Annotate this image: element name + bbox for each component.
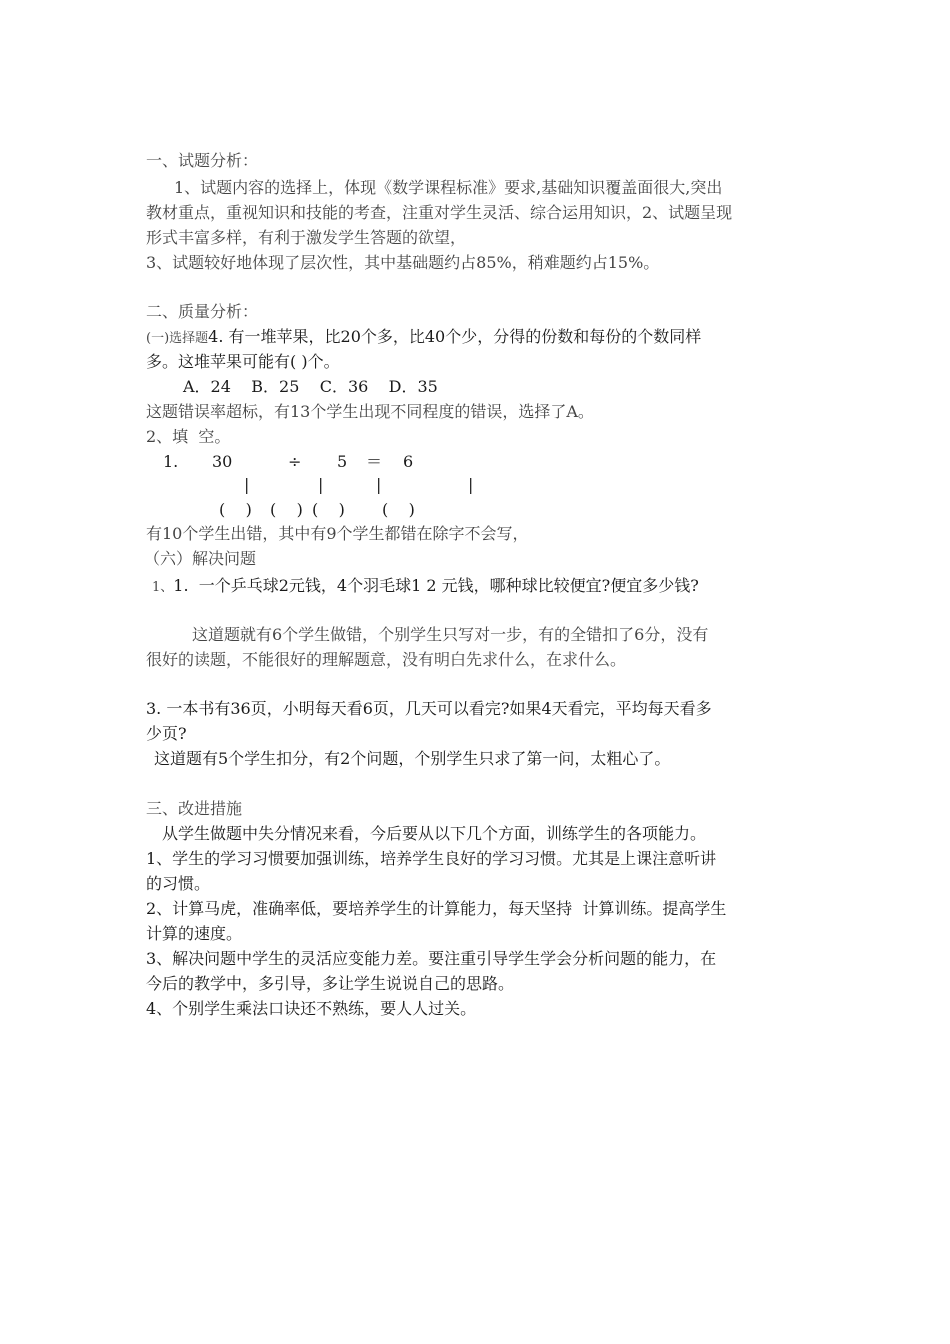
fill-q1-blank-1: ( ) — [219, 500, 252, 519]
measure-1-line2: 的习惯。 — [146, 874, 211, 893]
solve-q3-line1: 3. 一本书有36页，小明每天看6页，几天可以看完?如果4天看完，平均每天看多 — [146, 699, 712, 718]
q4-text-line1: 4. 有一堆苹果，比20个多，比40个少，分得的份数和每份的个数同样 — [208, 327, 702, 346]
measure-3-line1: 3、解决问题中学生的灵活应变能力差。要注重引导学生学会分析问题的能力，在 — [146, 949, 717, 968]
fill-q1-number: 1. — [163, 452, 179, 471]
solve-q3-line2: 少页? — [146, 724, 187, 743]
solve-q1-text: 1. 一个乒乓球2元钱，4个羽毛球1 2 元钱，哪种球比较便宜?便宜多少钱? — [173, 576, 699, 595]
q4-prefix: (一)选择题 — [146, 331, 209, 346]
section1-heading: 一、试题分析： — [146, 151, 259, 170]
q4-line1 — [146, 326, 816, 348]
solve-q1-analysis-line1: 这道题就有6个学生做错，个别学生只写对一步，有的全错扣了6分，没有 — [192, 625, 709, 644]
section1-p2: 3、试题较好地体现了层次性，其中基础题约占85%，稍难题约占15%。 — [146, 253, 660, 272]
q4-line2: 多。这堆苹果可能有( )个。 — [146, 352, 340, 371]
solve-q1-prefix: 1、 — [152, 580, 174, 595]
fill-q1-blank-2: ( ) — [270, 500, 303, 519]
q4-options: A．24 B．25 C．36 D．35 — [183, 377, 438, 396]
section1-p1-line1: 1、试题内容的选择上，体现《数学课程标准》要求,基础知识覆盖面很大,突出 — [174, 178, 723, 197]
fill-q1-bar-3: | — [376, 475, 382, 494]
q4-analysis: 这题错误率超标，有13个学生出现不同程度的错误，选择了A。 — [146, 402, 594, 421]
section1-p1-line2: 教材重点，重视知识和技能的考查，注重对学生灵活、综合运用知识，2、试题呈现 — [146, 203, 733, 222]
fill-q1-blank-4: ( ) — [382, 500, 415, 519]
fill-q1-divisor: 5 — [337, 452, 348, 471]
fill-q1-dividend: 30 — [212, 452, 233, 471]
fill-q1-quotient: 6 — [403, 452, 414, 471]
fill-q1-divide-sign: ÷ — [288, 452, 302, 471]
section3-heading: 三、改进措施 — [146, 799, 243, 818]
solve-q3-analysis: 这道题有5个学生扣分，有2个问题，个别学生只求了第一问，太粗心了。 — [154, 749, 671, 768]
fill-q1-blank-3: ( ) — [312, 500, 345, 519]
measure-4: 4、个别学生乘法口诀还不熟练，要人人过关。 — [146, 999, 477, 1018]
solve-heading: （六）解决问题 — [144, 549, 257, 568]
measure-2-line1: 2、计算马虎，准确率低，要培养学生的计算能力，每天坚持 计算训练。提高学生 — [146, 899, 727, 918]
fill-q1-bar-2: | — [318, 475, 324, 494]
fill-q1-equals: ＝ — [366, 452, 383, 471]
section1-p1-line3: 形式丰富多样，有利于激发学生答题的欲望， — [146, 228, 467, 247]
section2-heading: 二、质量分析： — [146, 302, 259, 321]
fill-analysis: 有10个学生出错，其中有9个学生都错在除字不会写， — [146, 524, 529, 543]
fill-q1-bar-1: | — [244, 475, 250, 494]
fill-heading: 2、填 空。 — [146, 427, 231, 446]
solve-q1 — [152, 575, 822, 597]
measure-3-line2: 今后的教学中，多引导，多让学生说说自己的思路。 — [146, 974, 515, 993]
solve-q1-analysis-line2: 很好的读题，不能很好的理解题意，没有明白先求什么，在求什么。 — [146, 650, 627, 669]
fill-q1-bar-4: | — [468, 475, 474, 494]
section3-intro: 从学生做题中失分情况来看，今后要从以下几个方面，训练学生的各项能力。 — [162, 824, 707, 843]
measure-1-line1: 1、学生的学习习惯要加强训练，培养学生良好的学习习惯。尤其是上课注意听讲 — [146, 849, 717, 868]
measure-2-line2: 计算的速度。 — [146, 924, 243, 943]
